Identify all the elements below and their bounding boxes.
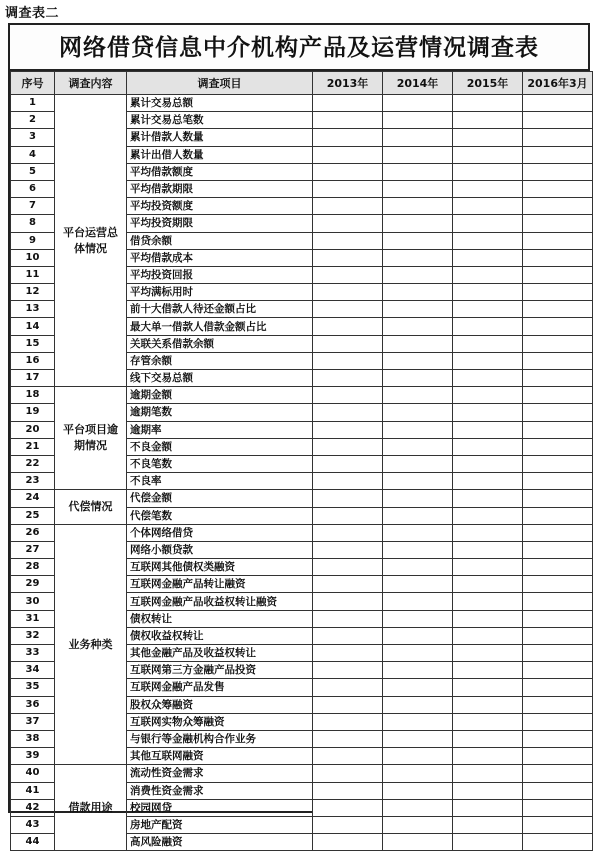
- value-cell[interactable]: [523, 352, 593, 369]
- value-cell[interactable]: [383, 730, 453, 747]
- item-label: 平均借款成本: [127, 249, 313, 266]
- value-cell[interactable]: [313, 541, 383, 558]
- value-cell[interactable]: [453, 455, 523, 472]
- item-label: 互联网金融产品发售: [127, 679, 313, 696]
- value-cell[interactable]: [523, 266, 593, 283]
- value-cell[interactable]: [383, 215, 453, 232]
- value-cell[interactable]: [313, 318, 383, 335]
- item-label: 个体网络借贷: [127, 524, 313, 541]
- item-label: 累计交易总笔数: [127, 112, 313, 129]
- value-cell[interactable]: [453, 782, 523, 799]
- row-number: 14: [11, 318, 55, 335]
- value-cell[interactable]: [523, 541, 593, 558]
- row-number: 39: [11, 748, 55, 765]
- survey-sheet: [8, 23, 590, 849]
- value-cell[interactable]: [523, 370, 593, 387]
- row-number: 7: [11, 198, 55, 215]
- value-cell[interactable]: [523, 335, 593, 352]
- value-cell[interactable]: [523, 713, 593, 730]
- value-cell[interactable]: [523, 559, 593, 576]
- row-number: 11: [11, 266, 55, 283]
- value-cell[interactable]: [523, 730, 593, 747]
- value-cell[interactable]: [523, 524, 593, 541]
- table-row: [11, 490, 593, 507]
- value-cell[interactable]: [383, 146, 453, 163]
- item-label: 平均投资期限: [127, 215, 313, 232]
- value-cell[interactable]: [313, 834, 383, 851]
- value-cell[interactable]: [453, 180, 523, 197]
- value-cell[interactable]: [453, 112, 523, 129]
- row-number: 35: [11, 679, 55, 696]
- value-cell[interactable]: [453, 490, 523, 507]
- item-label: 平均借款期限: [127, 180, 313, 197]
- value-cell[interactable]: [453, 662, 523, 679]
- value-cell[interactable]: [313, 507, 383, 524]
- value-cell[interactable]: [313, 370, 383, 387]
- value-cell[interactable]: [313, 713, 383, 730]
- value-cell[interactable]: [383, 507, 453, 524]
- value-cell[interactable]: [523, 473, 593, 490]
- row-number: 32: [11, 627, 55, 644]
- value-cell[interactable]: [313, 112, 383, 129]
- value-cell[interactable]: [523, 765, 593, 782]
- value-cell[interactable]: [313, 524, 383, 541]
- value-cell[interactable]: [453, 799, 523, 816]
- value-cell[interactable]: [383, 180, 453, 197]
- row-number: 44: [11, 834, 55, 851]
- value-cell[interactable]: [453, 318, 523, 335]
- value-cell[interactable]: [523, 662, 593, 679]
- header-year-2015: 2015年: [453, 72, 523, 95]
- value-cell[interactable]: [453, 473, 523, 490]
- value-cell[interactable]: [383, 404, 453, 421]
- value-cell[interactable]: [453, 765, 523, 782]
- row-number: 42: [11, 799, 55, 816]
- category-cell: 借款用途: [55, 765, 127, 851]
- value-cell[interactable]: [453, 593, 523, 610]
- item-label: 累计借款人数量: [127, 129, 313, 146]
- value-cell[interactable]: [383, 559, 453, 576]
- value-cell[interactable]: [313, 232, 383, 249]
- value-cell[interactable]: [313, 696, 383, 713]
- row-number: 21: [11, 438, 55, 455]
- item-label: 逾期金额: [127, 387, 313, 404]
- value-cell[interactable]: [523, 112, 593, 129]
- value-cell[interactable]: [523, 180, 593, 197]
- value-cell[interactable]: [383, 455, 453, 472]
- item-label: 互联网金融产品转让融资: [127, 576, 313, 593]
- item-label: 互联网实物众筹融资: [127, 713, 313, 730]
- item-label: 校园网贷: [127, 799, 313, 816]
- value-cell[interactable]: [313, 765, 383, 782]
- value-cell[interactable]: [313, 352, 383, 369]
- table-row: [11, 95, 593, 112]
- form-caption: 调查表二: [5, 6, 60, 21]
- value-cell[interactable]: [523, 799, 593, 816]
- value-cell[interactable]: [313, 266, 383, 283]
- value-cell[interactable]: [313, 249, 383, 266]
- row-number: 4: [11, 146, 55, 163]
- value-cell[interactable]: [453, 352, 523, 369]
- value-cell[interactable]: [313, 95, 383, 112]
- table-row: [11, 765, 593, 782]
- table-body: [11, 95, 593, 851]
- category-cell: 代偿情况: [55, 490, 127, 524]
- row-number: 34: [11, 662, 55, 679]
- value-cell[interactable]: [313, 782, 383, 799]
- value-cell[interactable]: [313, 627, 383, 644]
- value-cell[interactable]: [453, 163, 523, 180]
- value-cell[interactable]: [523, 438, 593, 455]
- value-cell[interactable]: [313, 610, 383, 627]
- item-label: 平均投资回报: [127, 266, 313, 283]
- value-cell[interactable]: [313, 284, 383, 301]
- item-label: 债权收益权转让: [127, 627, 313, 644]
- value-cell[interactable]: [383, 834, 453, 851]
- value-cell[interactable]: [453, 559, 523, 576]
- value-cell[interactable]: [383, 249, 453, 266]
- value-cell[interactable]: [523, 507, 593, 524]
- value-cell[interactable]: [383, 473, 453, 490]
- value-cell[interactable]: [523, 198, 593, 215]
- item-label: 关联关系借款余额: [127, 335, 313, 352]
- row-number: 25: [11, 507, 55, 524]
- value-cell[interactable]: [453, 541, 523, 558]
- value-cell[interactable]: [383, 335, 453, 352]
- value-cell[interactable]: [383, 232, 453, 249]
- item-label: 网络小额贷款: [127, 541, 313, 558]
- value-cell[interactable]: [313, 301, 383, 318]
- value-cell[interactable]: [383, 679, 453, 696]
- row-number: 36: [11, 696, 55, 713]
- row-number: 1: [11, 95, 55, 112]
- value-cell[interactable]: [383, 129, 453, 146]
- value-cell[interactable]: [523, 610, 593, 627]
- item-label: 其他金融产品及收益权转让: [127, 645, 313, 662]
- item-label: 互联网其他债权类融资: [127, 559, 313, 576]
- value-cell[interactable]: [453, 438, 523, 455]
- header-item: 调查项目: [127, 72, 313, 95]
- value-cell[interactable]: [383, 748, 453, 765]
- header-category: 调查内容: [55, 72, 127, 95]
- value-cell[interactable]: [453, 215, 523, 232]
- value-cell[interactable]: [523, 404, 593, 421]
- value-cell[interactable]: [523, 782, 593, 799]
- value-cell[interactable]: [523, 284, 593, 301]
- value-cell[interactable]: [523, 455, 593, 472]
- value-cell[interactable]: [453, 301, 523, 318]
- row-number: 43: [11, 816, 55, 833]
- category-cell: 平台运营总体情况: [55, 95, 127, 387]
- value-cell[interactable]: [453, 266, 523, 283]
- item-label: 逾期笔数: [127, 404, 313, 421]
- value-cell[interactable]: [453, 146, 523, 163]
- item-label: 互联网第三方金融产品投资: [127, 662, 313, 679]
- value-cell[interactable]: [313, 593, 383, 610]
- value-cell[interactable]: [383, 198, 453, 215]
- value-cell[interactable]: [523, 748, 593, 765]
- value-cell[interactable]: [523, 593, 593, 610]
- value-cell[interactable]: [383, 713, 453, 730]
- value-cell[interactable]: [383, 421, 453, 438]
- row-number: 33: [11, 645, 55, 662]
- value-cell[interactable]: [523, 232, 593, 249]
- item-label: 股权众筹融资: [127, 696, 313, 713]
- value-cell[interactable]: [313, 404, 383, 421]
- value-cell[interactable]: [453, 834, 523, 851]
- item-label: 代偿金额: [127, 490, 313, 507]
- value-cell[interactable]: [523, 146, 593, 163]
- row-number: 41: [11, 782, 55, 799]
- value-cell[interactable]: [383, 627, 453, 644]
- value-cell[interactable]: [383, 163, 453, 180]
- value-cell[interactable]: [523, 696, 593, 713]
- value-cell[interactable]: [453, 576, 523, 593]
- value-cell[interactable]: [523, 679, 593, 696]
- value-cell[interactable]: [383, 782, 453, 799]
- value-cell[interactable]: [313, 559, 383, 576]
- row-number: 16: [11, 352, 55, 369]
- value-cell[interactable]: [453, 679, 523, 696]
- row-number: 37: [11, 713, 55, 730]
- row-number: 3: [11, 129, 55, 146]
- value-cell[interactable]: [453, 249, 523, 266]
- value-cell[interactable]: [313, 730, 383, 747]
- value-cell[interactable]: [453, 748, 523, 765]
- value-cell[interactable]: [383, 112, 453, 129]
- item-label: 累计交易总额: [127, 95, 313, 112]
- row-number: 22: [11, 455, 55, 472]
- row-number: 8: [11, 215, 55, 232]
- form-title: 网络借贷信息中介机构产品及运营情况调查表: [10, 25, 588, 71]
- value-cell[interactable]: [453, 95, 523, 112]
- value-cell[interactable]: [453, 335, 523, 352]
- value-cell[interactable]: [313, 645, 383, 662]
- item-label: 消费性资金需求: [127, 782, 313, 799]
- value-cell[interactable]: [383, 318, 453, 335]
- value-cell[interactable]: [453, 696, 523, 713]
- value-cell[interactable]: [313, 455, 383, 472]
- value-cell[interactable]: [523, 163, 593, 180]
- value-cell[interactable]: [383, 370, 453, 387]
- value-cell[interactable]: [313, 335, 383, 352]
- value-cell[interactable]: [383, 696, 453, 713]
- item-label: 累计出借人数量: [127, 146, 313, 163]
- value-cell[interactable]: [523, 627, 593, 644]
- value-cell[interactable]: [383, 662, 453, 679]
- value-cell[interactable]: [383, 645, 453, 662]
- item-label: 最大单一借款人借款金额占比: [127, 318, 313, 335]
- table-row: [11, 524, 593, 541]
- item-label: 互联网金融产品收益权转让融资: [127, 593, 313, 610]
- value-cell[interactable]: [383, 352, 453, 369]
- value-cell[interactable]: [383, 610, 453, 627]
- value-cell[interactable]: [313, 198, 383, 215]
- row-number: 12: [11, 284, 55, 301]
- value-cell[interactable]: [523, 421, 593, 438]
- value-cell[interactable]: [313, 799, 383, 816]
- item-label: 平均满标用时: [127, 284, 313, 301]
- value-cell[interactable]: [383, 593, 453, 610]
- value-cell[interactable]: [453, 645, 523, 662]
- value-cell[interactable]: [453, 507, 523, 524]
- item-label: 房地产配资: [127, 816, 313, 833]
- value-cell[interactable]: [453, 284, 523, 301]
- value-cell[interactable]: [383, 799, 453, 816]
- value-cell[interactable]: [453, 198, 523, 215]
- item-label: 借贷余额: [127, 232, 313, 249]
- value-cell[interactable]: [313, 129, 383, 146]
- value-cell[interactable]: [523, 387, 593, 404]
- row-number: 6: [11, 180, 55, 197]
- item-label: 平均投资额度: [127, 198, 313, 215]
- survey-table: [10, 71, 593, 851]
- value-cell[interactable]: [453, 370, 523, 387]
- value-cell[interactable]: [523, 576, 593, 593]
- row-number: 23: [11, 473, 55, 490]
- header-seq: 序号: [11, 72, 55, 95]
- item-label: 高风险融资: [127, 834, 313, 851]
- row-number: 15: [11, 335, 55, 352]
- value-cell[interactable]: [383, 524, 453, 541]
- value-cell[interactable]: [453, 129, 523, 146]
- row-number: 29: [11, 576, 55, 593]
- row-number: 17: [11, 370, 55, 387]
- value-cell[interactable]: [523, 490, 593, 507]
- value-cell[interactable]: [453, 387, 523, 404]
- item-label: 平均借款额度: [127, 163, 313, 180]
- value-cell[interactable]: [383, 387, 453, 404]
- row-number: 13: [11, 301, 55, 318]
- value-cell[interactable]: [313, 662, 383, 679]
- value-cell[interactable]: [383, 438, 453, 455]
- row-number: 18: [11, 387, 55, 404]
- value-cell[interactable]: [523, 95, 593, 112]
- row-number: 2: [11, 112, 55, 129]
- value-cell[interactable]: [453, 404, 523, 421]
- item-label: 代偿笔数: [127, 507, 313, 524]
- value-cell[interactable]: [453, 232, 523, 249]
- value-cell[interactable]: [313, 180, 383, 197]
- item-label: 存管余额: [127, 352, 313, 369]
- row-number: 28: [11, 559, 55, 576]
- category-cell: 业务种类: [55, 524, 127, 765]
- value-cell[interactable]: [453, 730, 523, 747]
- item-label: 流动性资金需求: [127, 765, 313, 782]
- row-number: 30: [11, 593, 55, 610]
- value-cell[interactable]: [523, 129, 593, 146]
- value-cell[interactable]: [313, 163, 383, 180]
- value-cell[interactable]: [313, 387, 383, 404]
- row-number: 31: [11, 610, 55, 627]
- value-cell[interactable]: [523, 215, 593, 232]
- header-year-2014: 2014年: [383, 72, 453, 95]
- item-label: 线下交易总额: [127, 370, 313, 387]
- value-cell[interactable]: [383, 95, 453, 112]
- header-year-2016-mar: 2016年3月: [523, 72, 593, 95]
- item-label: 债权转让: [127, 610, 313, 627]
- value-cell[interactable]: [383, 490, 453, 507]
- row-number: 5: [11, 163, 55, 180]
- row-number: 19: [11, 404, 55, 421]
- row-number: 26: [11, 524, 55, 541]
- value-cell[interactable]: [453, 524, 523, 541]
- value-cell[interactable]: [313, 421, 383, 438]
- value-cell[interactable]: [313, 215, 383, 232]
- value-cell[interactable]: [383, 301, 453, 318]
- row-number: 10: [11, 249, 55, 266]
- row-number: 38: [11, 730, 55, 747]
- item-label: 不良率: [127, 473, 313, 490]
- value-cell[interactable]: [383, 266, 453, 283]
- value-cell[interactable]: [383, 284, 453, 301]
- value-cell[interactable]: [453, 610, 523, 627]
- item-label: 不良笔数: [127, 455, 313, 472]
- value-cell[interactable]: [313, 748, 383, 765]
- value-cell[interactable]: [313, 679, 383, 696]
- value-cell[interactable]: [453, 627, 523, 644]
- value-cell[interactable]: [313, 146, 383, 163]
- row-number: 20: [11, 421, 55, 438]
- row-number: 40: [11, 765, 55, 782]
- header-year-2013: 2013年: [313, 72, 383, 95]
- item-label: 其他互联网融资: [127, 748, 313, 765]
- value-cell[interactable]: [523, 301, 593, 318]
- item-label: 逾期率: [127, 421, 313, 438]
- row-number: 9: [11, 232, 55, 249]
- value-cell[interactable]: [523, 834, 593, 851]
- value-cell[interactable]: [523, 645, 593, 662]
- value-cell[interactable]: [313, 438, 383, 455]
- value-cell[interactable]: [313, 576, 383, 593]
- header-row: [11, 72, 593, 95]
- value-cell[interactable]: [383, 765, 453, 782]
- row-number: 27: [11, 541, 55, 558]
- row-number: 24: [11, 490, 55, 507]
- value-cell[interactable]: [523, 249, 593, 266]
- item-label: 与银行等金融机构合作业务: [127, 730, 313, 747]
- value-cell[interactable]: [453, 421, 523, 438]
- category-cell: 平台项目逾期情况: [55, 387, 127, 490]
- item-label: 前十大借款人待还金额占比: [127, 301, 313, 318]
- table-row: [11, 387, 593, 404]
- value-cell[interactable]: [313, 473, 383, 490]
- item-label: 不良金额: [127, 438, 313, 455]
- value-cell[interactable]: [523, 318, 593, 335]
- value-cell[interactable]: [453, 713, 523, 730]
- value-cell[interactable]: [383, 576, 453, 593]
- value-cell[interactable]: [383, 541, 453, 558]
- value-cell[interactable]: [313, 490, 383, 507]
